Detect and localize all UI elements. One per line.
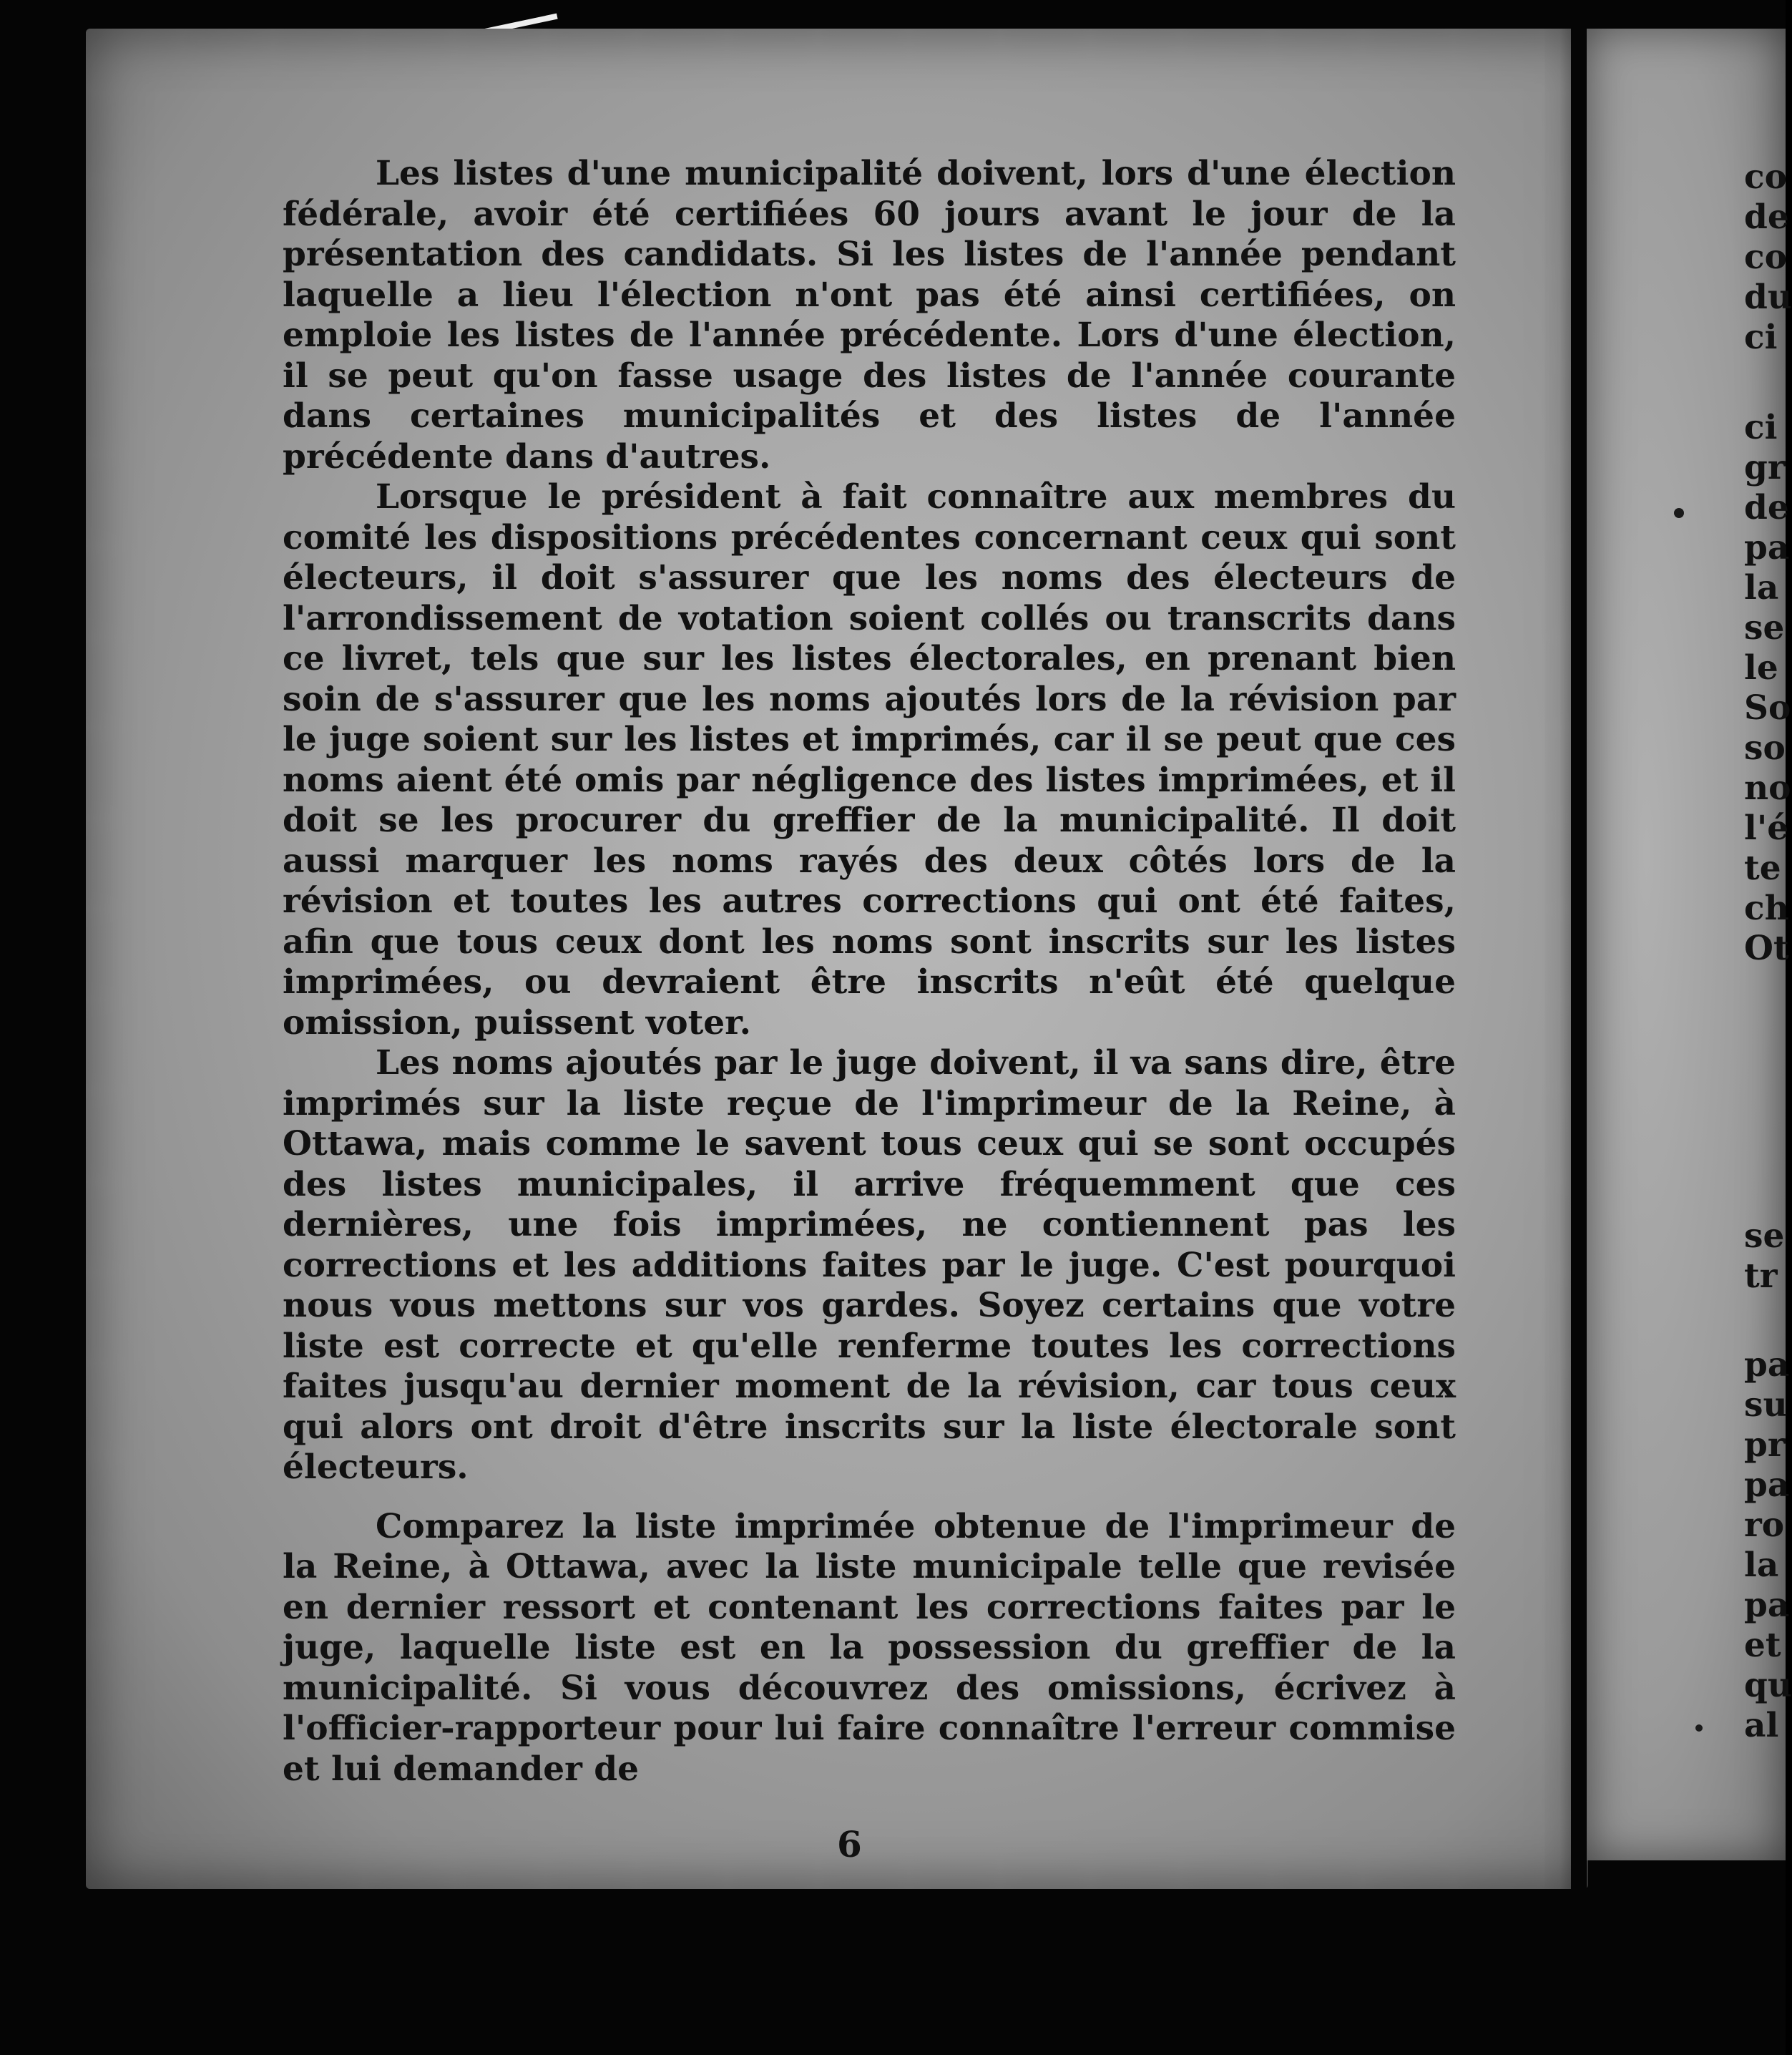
fragment-line: pa: [1744, 528, 1790, 567]
fragment-line: qu: [1744, 1666, 1792, 1705]
fragment-line: co: [1744, 157, 1787, 197]
facing-page-fragment-group-2: [1744, 408, 1791, 969]
facing-page-fragment-group-1: [1744, 157, 1792, 358]
paragraph-3: Les noms ajoutés par le juge doivent, il va sans dire, être imprimés sur la liste reçue de l'imprimeur de la Reine, à Ottawa, mais comme le savent tous ceux qui se sont occupés des listes municipales, il arrive fréquemment que ces dernières, une fois imprimées, ne contiennent pas les corrections et les additions faites par le juge. C'est pourquoi nous vous mettons sur vos gardes. Soyez certains que votre liste est correcte et qu'elle renferme toutes les corrections faites jusqu'au dernier moment de la révision, car tous ceux qui alors ont droit d'être inscrits sur la liste électorale sont électeurs.: [283, 1043, 1456, 1487]
fragment-line: so: [1744, 728, 1786, 768]
fragment-line: la: [1744, 568, 1779, 607]
fragment-line: pa: [1744, 1586, 1790, 1625]
fragment-line: ro: [1744, 1505, 1785, 1545]
facing-page-fragment-group-3: [1744, 1216, 1786, 1297]
fragment-line: l'é: [1744, 809, 1789, 848]
fragment-line: So: [1744, 688, 1791, 728]
fragment-line: su: [1744, 1385, 1788, 1425]
fragment-line: se: [1744, 1216, 1785, 1256]
fragment-line: le: [1744, 648, 1778, 688]
fragment-line: Ot: [1744, 929, 1789, 968]
fragment-line: pr: [1744, 1425, 1786, 1465]
fragment-line: de: [1744, 488, 1789, 527]
fragment-line: pa: [1744, 1345, 1790, 1385]
fragment-line: no: [1744, 768, 1791, 808]
fragment-line: te: [1744, 849, 1781, 888]
paragraph-4: Comparez la liste imprimée obtenue de l'imprimeur de la Reine, à Ottawa, avec la liste municipale telle que revisée en dernier ressort et contenant les corrections faites par le juge, laquelle liste est en la possession du greffier de la municipalité. Si vous découvrez des omissions, écrivez à l'officier-rapporteur pour lui faire connaître l'erreur commise et lui demander de: [283, 1506, 1456, 1789]
page-number: 6: [837, 1823, 862, 1865]
fragment-line: ch: [1744, 889, 1789, 928]
fragment-line: la: [1744, 1546, 1779, 1585]
fragment-line: ci: [1744, 408, 1778, 447]
paragraph-2: Lorsque le président à fait connaître aux membres du comité les dispositions précédentes concernant ceux qui sont électeurs, il doit s'assurer que les noms des électeurs de l'arrondissement de votation soient collés ou transcrits dans ce livret, tels que sur les listes électorales, en prenant bien soin de s'assurer que les noms ajoutés lors de la révision par le juge soient sur les listes et imprimés, car il se peut que ces noms aient été omis par négligence des listes imprimées, et il doit se les procurer du greffier de la municipalité. Il doit aussi marquer les noms rayés des deux côtés lors de la révision et toutes les autres corrections qui ont été faites, afin que tous ceux dont les noms sont inscrits sur les listes imprimées, ou devraient être inscrits n'eût été quelque omission, puissent voter.: [283, 477, 1456, 1043]
fragment-line: de: [1744, 197, 1789, 237]
fragment-line: tr: [1744, 1256, 1778, 1296]
fragment-line: al: [1744, 1706, 1779, 1745]
fragment-line: du: [1744, 278, 1792, 317]
body-text: [283, 154, 1456, 1790]
paragraph-1: Les listes d'une municipalité doivent, lors d'une élection fédérale, avoir été certifiées 60 jours avant le jour de la présentation des candidats. Si les listes de l'année pendant laquelle a lieu l'élection n'ont pas été ainsi certifiées, on emploie les listes de l'année précédente. Lors d'une élection, il se peut qu'on fasse usage des listes de l'année courante dans certaines municipalités et des listes de l'année précédente dans d'autres.: [283, 154, 1456, 477]
fragment-line: ci: [1744, 318, 1778, 357]
ink-speck: [1674, 508, 1684, 518]
fragment-line: se: [1744, 608, 1785, 648]
page-gutter: [1571, 29, 1587, 1889]
fragment-line: co: [1744, 238, 1787, 277]
fragment-line: et: [1744, 1626, 1781, 1665]
ink-speck: [1695, 1724, 1703, 1732]
fragment-line: gr: [1744, 448, 1786, 487]
fragment-line: pa: [1744, 1465, 1790, 1505]
facing-page-fragment-group-4: [1744, 1345, 1792, 1746]
